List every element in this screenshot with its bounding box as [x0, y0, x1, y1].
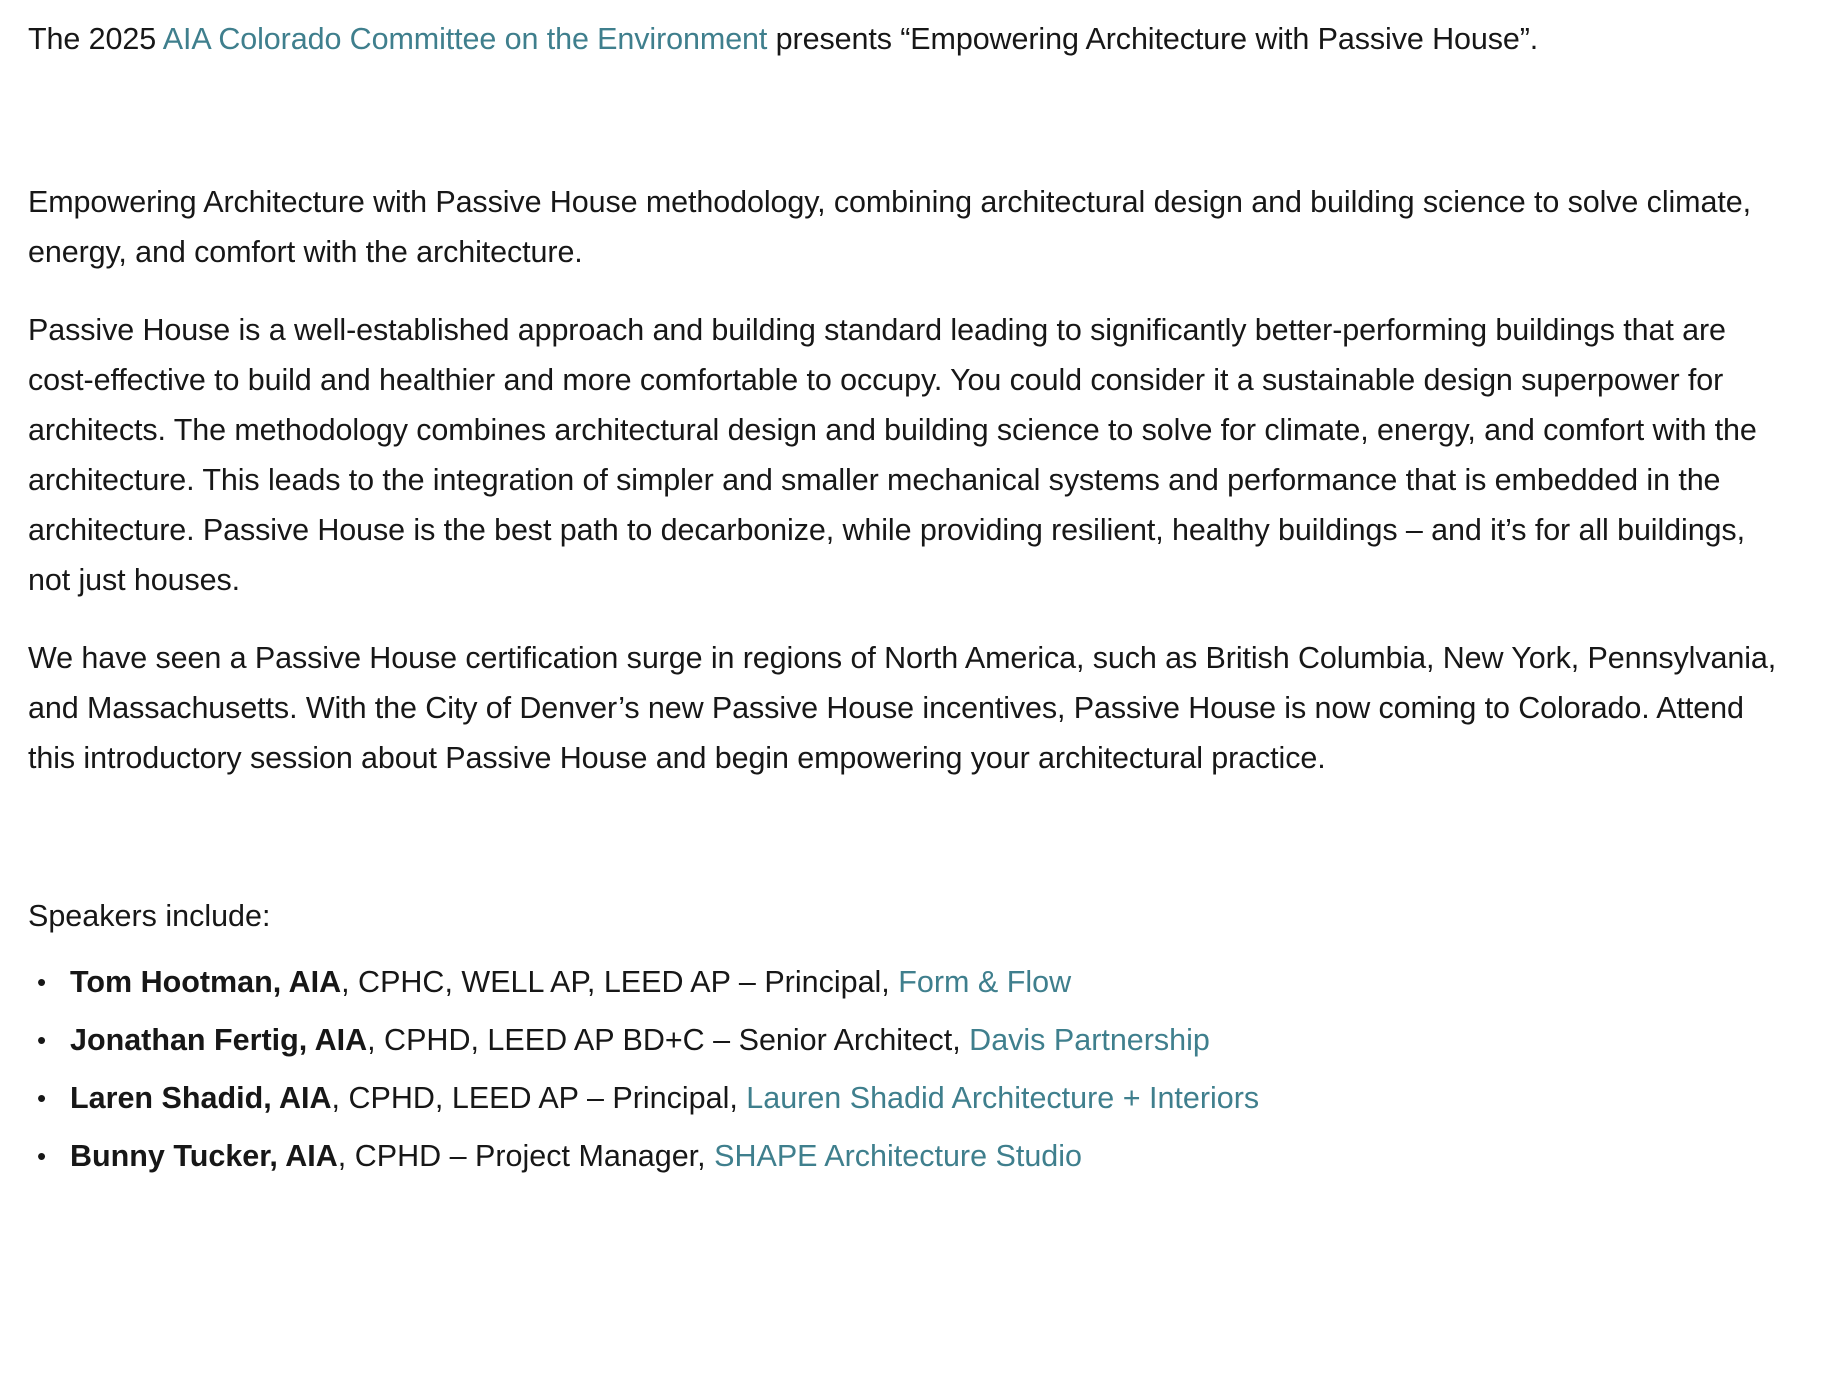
spacer-paragraph-2	[28, 605, 1792, 633]
speaker-firm-link[interactable]: Davis Partnership	[969, 1023, 1210, 1057]
speaker-credentials: , CPHD, LEED AP – Principal,	[331, 1081, 747, 1115]
spacer-before-speaker-list	[28, 941, 1792, 957]
paragraph-overview: Empowering Architecture with Passive House methodology, combining architectural design and building science to solve climate, energy, and comfort with the architecture.	[28, 185, 1751, 269]
paragraph-regional-surge: We have seen a Passive House certification surge in regions of North America, such as British Columbia, New York, Pennsylvania, and Massachusetts. With the City of Denver’s new Passive House incentives, Passive House is now coming to Colorado. Attend this introductory session about Passive House and begin empowering your architectural practice.	[28, 641, 1777, 775]
speaker-firm-link[interactable]: SHAPE Architecture Studio	[714, 1139, 1082, 1173]
article-body	[0, 14, 1822, 1181]
list-item	[33, 957, 1792, 1007]
intro-text-before-link: The 2025	[28, 22, 163, 56]
spacer-before-speakers	[28, 783, 1792, 891]
intro-text-after-link: presents “Empowering Architecture with Passive House”.	[767, 22, 1539, 56]
list-item	[33, 1131, 1792, 1181]
aia-colorado-cote-link[interactable]: AIA Colorado Committee on the Environment	[162, 22, 768, 56]
speaker-firm-link[interactable]: Lauren Shadid Architecture + Interiors	[746, 1081, 1260, 1115]
spacer-after-intro	[28, 64, 1792, 177]
speaker-name: Laren Shadid, AIA	[70, 1081, 332, 1115]
speaker-credentials: , CPHD – Project Manager,	[337, 1139, 715, 1173]
speaker-credentials: , CPHC, WELL AP, LEED AP – Principal,	[341, 965, 899, 999]
spacer-paragraph-1	[28, 277, 1792, 305]
speaker-name: Jonathan Fertig, AIA	[70, 1023, 368, 1057]
list-item	[33, 1073, 1792, 1123]
speaker-credentials: , CPHD, LEED AP BD+C – Senior Architect,	[367, 1023, 970, 1057]
intro-paragraph	[28, 14, 1792, 64]
speakers-list	[28, 957, 1792, 1181]
speakers-heading: Speakers include:	[28, 899, 271, 933]
paragraph-passive-house-explainer: Passive House is a well-established approach and building standard leading to significantly better-performing buildings that are cost-effective to build and healthier and more comfortable to occupy. You could consider it a sustainable design superpower for architects. The methodology combines architectural design and building science to solve for climate, energy, and comfort with the architecture. This leads to the integration of simpler and smaller mechanical systems and performance that is embedded in the architecture. Passive House is the best path to decarbonize, while providing resilient, healthy buildings – and it’s for all buildings, not just houses.	[28, 313, 1757, 597]
speaker-name: Bunny Tucker, AIA	[70, 1139, 338, 1173]
speaker-name: Tom Hootman, AIA	[70, 965, 342, 999]
speaker-firm-link[interactable]: Form & Flow	[898, 965, 1072, 999]
list-item	[33, 1015, 1792, 1065]
